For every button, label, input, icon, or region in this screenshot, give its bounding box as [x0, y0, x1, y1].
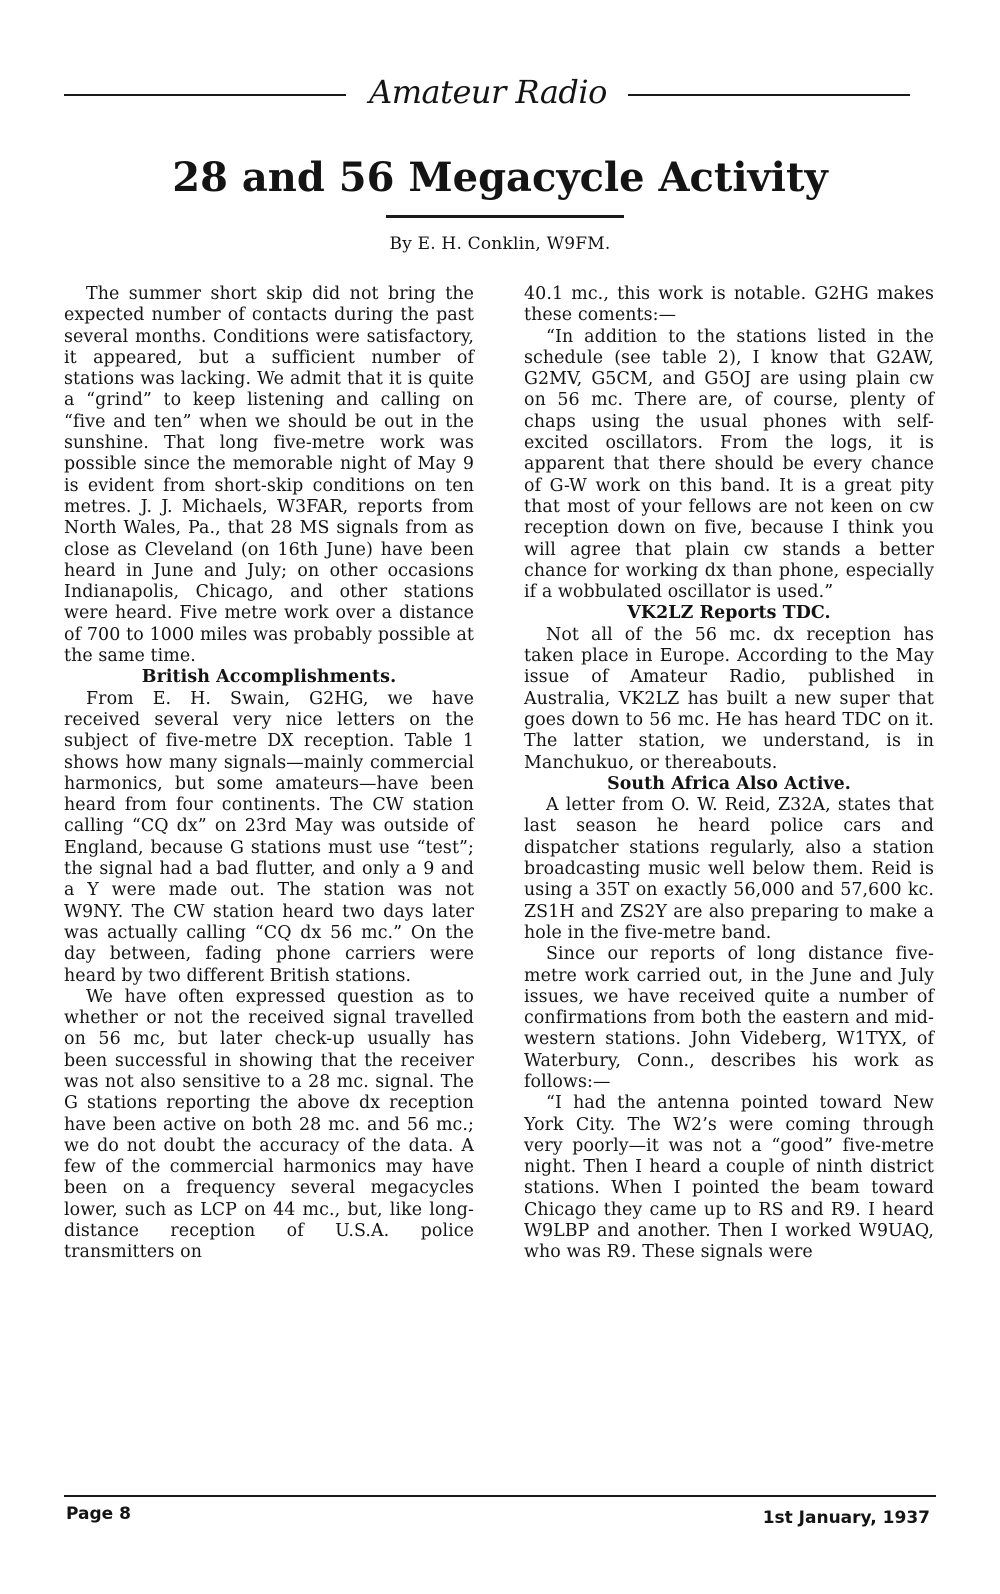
masthead-rule-right [628, 94, 910, 96]
page-number: Page 8 [66, 1504, 131, 1524]
paragraph: We have often expressed question as to whether or not the received signal travelled on 56 mc, but later check-up usually has been successful in showing that the receiver was not also sensitive to a 28 mc. signal. The G stations reporting the above dx reception have been active on both 28 mc. and 56 mc.; we do not doubt the accuracy of the data. A few of the commercial harmonics may have been on a frequency several megacycles lower, such as LCP on 44 mc., but, like long-distance reception of U.S.A. police transmitters on [64, 986, 474, 1263]
masthead [62, 72, 912, 112]
paragraph: “In addition to the stations listed in the schedule (see table 2), I know that G2AW, G2MV, G5CM, and G5OJ are using plain cw on 56 mc. There are, of course, plenty of chaps using the usual phones with self-excited oscillators. From the logs, it is apparent that there should be every chance of G-W work on this band. It is a great pity that most of your fellows are not keen on cw reception down on five, because I think you will agree that plain cw stands a better chance for working dx than phone, especially if a wobbulated oscillator is used.” [524, 326, 934, 603]
section-heading: South Africa Also Active. [607, 773, 851, 794]
footer-rule [64, 1495, 936, 1497]
section-heading: VK2LZ Reports TDC. [627, 603, 831, 624]
paragraph: 40.1 mc., this work is notable. G2HG makes these coments:— [524, 284, 934, 326]
issue-date: 1st January, 1937 [762, 1508, 930, 1528]
right-column [524, 284, 934, 1264]
paragraph: A letter from O. W. Reid, Z32A, states that last season he heard police cars and dispatcher stations regularly, also a station broadcasting music well below them. Reid is using a 35T on exactly 56,000 and 57,600 kc. ZS1H and ZS2Y are also preparing to make a hole in the five-metre band. [524, 795, 934, 943]
masthead-rule-left [64, 94, 346, 96]
paragraph: The summer short skip did not bring the expected number of contacts during the past several months. Conditions were satisfactory, it appeared, but a sufficient number of stations was lacking. We admit that it is quite a “grind” to keep listening and calling on “five and ten” when we should be out in the sunshine. That long five-metre work was possible since the memorable night of May 9 is evident from short-skip conditions on ten metres. J. J. Michaels, W3FAR, reports from North Wales, Pa., that 28 MS signals from as close as Cleveland (on 16th June) have been heard in June and July; on other occasions Indianapolis, Chicago, and other stations were heard. Five metre work over a distance of 700 to 1000 miles was probably possible at the same time. [64, 284, 474, 667]
masthead-logo: Amateur Radio [369, 73, 607, 111]
title-underline [386, 215, 624, 218]
paragraph: “I had the antenna pointed toward New York City. The W2’s were coming through very poorly—it was not a “good” five-metre night. Then I heard a couple of ninth district stations. When I pointed the beam toward Chicago they came up to RS and R9. I heard W9LBP and another. Then I worked W9UAQ, who was R9. These signals were [524, 1093, 934, 1263]
paragraph: From E. H. Swain, G2HG, we have received several very nice letters on the subject of five-metre DX reception. Table 1 shows how many signals—mainly commercial harmonics, but some amateurs—have been heard from four continents. The CW station calling “CQ dx” on 23rd May was outside of England, because G stations must use “test”; the signal had a bad flutter, and only a 9 and a Y were made out. The station was not W9NY. The CW station heard two days later was actually calling “CQ dx 56 mc.” On the day between, fading phone carriers were heard by two different British stations. [64, 688, 474, 986]
section-heading: British Accomplishments. [141, 667, 397, 688]
paragraph: Since our reports of long distance five-metre work carried out, in the June and July issues, we have received quite a number of confirmations from both the eastern and mid-western stations. John Videberg, W1TYX, of Waterbury, Conn., describes his work as follows:— [524, 944, 934, 1092]
article-title: 28 and 56 Megacycle Activity [172, 154, 828, 201]
paragraph: Not all of the 56 mc. dx reception has taken place in Europe. According to the May issue of Amateur Radio, published in Australia, VK2LZ has built a new super that goes down to 56 mc. He has heard TDC on it. The latter station, we understand, is in Manchukuo, or thereabouts. [524, 624, 934, 773]
byline: By E. H. Conklin, W9FM. [389, 234, 611, 254]
left-column [64, 284, 474, 1264]
